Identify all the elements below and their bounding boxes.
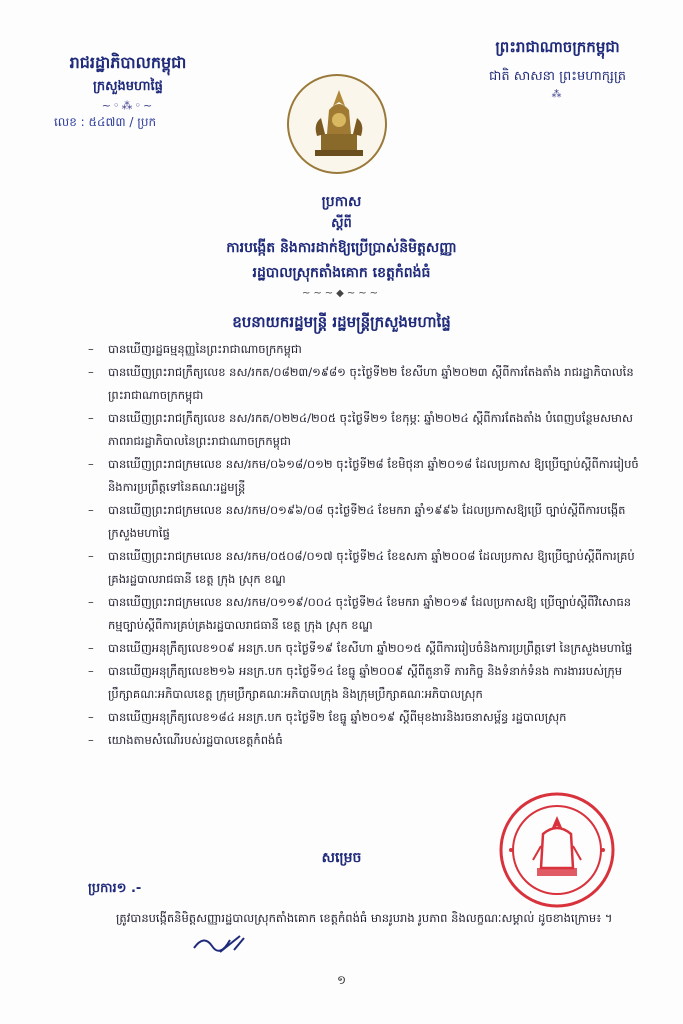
list-item: – បានឃើញព្រះរាជក្រឹត្យលេខ នស/រកត/០៨២៣/១៩៨១ ចុះថ្ងៃទី២២ ខែសីហា ឆ្នាំ២០២៣ ស្តីពីការតែងតាំង រាជរដ្ឋាភិបាលនៃព្រះរាជាណាចក្រកម្ពុជា (88, 361, 643, 407)
article-text: ត្រូវបានបង្កើតនិមិត្តសញ្ញារដ្ឋបាលស្រុកតាំងគោក ខេត្តកំពង់ធំ មានរូបរាង រូបភាព និងលក្ខណៈសម្គាល់ ដូចខាងក្រោម៖ ។ (116, 911, 613, 925)
list-item: – បានឃើញអនុក្រឹត្យលេខ១០៩ អនក្រ.បក ចុះថ្ងៃទី១៩ ខែសីហា ឆ្នាំ២០១៥ ស្តីពីការរៀបចំនិងការប្រព្រឹត្តទៅ នៃក្រសួងមហាផ្ទៃ (88, 637, 643, 660)
list-item: – បានឃើញព្រះរាជក្រមលេខ នស/រកម/០៦១៨/០១២ ចុះថ្ងៃទី២៨ ខែមិថុនា ឆ្នាំ២០១៨ ដែលប្រកាស ឱ្យប្រើច្បាប់ស្តីពីការរៀបចំនិងការប្រព្រឹត្តទៅនៃគណៈរដ្ឋមន្ត្រី (88, 453, 643, 499)
list-item: – បានឃើញអនុក្រឹត្យលេខ២១៦ អនក្រ.បក ចុះថ្ងៃទី១៤ ខែធ្នូ ឆ្នាំ២០០៩ ស្តីពីតួនាទី ភារកិច្ច និងទំនាក់ទំនង ការងាររបស់ក្រុមប្រឹក្សាគណៈអភិបាលខេត្ត ក្រុមប្រឹក្សាគណៈអភិបាលក្រុង និងក្រុមប្រឹក្សាគណៈអភិបាលស្រុក (88, 660, 643, 706)
royal-emblem (287, 74, 387, 174)
list-item: – បានឃើញព្រះរាជក្រមលេខ នស/រកម/០៥០៨/០១៧ ចុះថ្ងៃទី២៤ ខែឧសភា ឆ្នាំ២០០៨ ដែលប្រកាស ឱ្យប្រើច្បាប់ស្តីពីការគ្រប់គ្រងរដ្ឋបាលរាជធានី ខេត្ត ក្រុង ស្រុក ខណ្ឌ (88, 545, 643, 591)
motto-ornament: ⁂ (551, 89, 564, 100)
page-number: ១ (336, 973, 347, 987)
issuing-ministry-header (28, 52, 228, 132)
national-motto: ជាតិ សាសនា ព្រះមហាក្សត្រ (489, 69, 626, 84)
signature-initial-icon (190, 930, 250, 956)
decision-heading: សម្រេច (321, 850, 362, 866)
government-name: រាជរដ្ឋាភិបាលកម្ពុជា (69, 53, 187, 72)
list-item: – បានឃើញព្រះរាជក្រឹត្យលេខ នស/រកត/០២២៤/២០៥ ចុះថ្ងៃទី២១ ខែកុម្ភៈ ឆ្នាំ២០២៤ ស្តីពីការតែងតាំង បំពេញបន្ថែមសមាសភាពរាជរដ្ឋាភិបាលនៃព្រះរាជាណាចក្រកម្ពុជា (88, 407, 643, 453)
list-item: – បានឃើញអនុក្រឹត្យលេខ១៨៤ អនក្រ.បក ចុះថ្ងៃទី២ ខែធ្នូ ឆ្នាំ២០១៩ ស្តីពីមុខងារនិងរចនាសម្ព័ន្ធ រដ្ឋបាលស្រុក (88, 706, 643, 729)
list-item: – យោងតាមសំណើរបស់រដ្ឋបាលខេត្តកំពង់ធំ (88, 729, 643, 752)
article-heading: ប្រការ១ .- (88, 881, 142, 896)
reference-number: លេខ : ៥៤៧៣ / ប្រក (54, 115, 157, 129)
document-type: ប្រកាស (321, 194, 362, 210)
issuer-title: ឧបនាយករដ្ឋមន្ត្រី រដ្ឋមន្ត្រីក្រសួងមហាផ្ទៃ (232, 313, 451, 331)
document-title (0, 192, 683, 335)
kingdom-header (455, 38, 660, 100)
header-ornament: ~◦⁂◦~ (101, 99, 155, 112)
list-item: – បានឃើញរដ្ឋធម្មនុញ្ញនៃព្រះរាជាណាចក្រកម្ពុជា (88, 338, 643, 361)
list-item: – បានឃើញព្រះរាជក្រមលេខ នស/រកម/០១១៩/០០៤ ចុះថ្ងៃទី២៤ ខែមករា ឆ្នាំ២០១៩ ដែលប្រកាសឱ្យ ប្រើច្បាប់ស្តីពីវិសោធនកម្មច្បាប់ស្តីពីការគ្រប់គ្រងរដ្ឋបាលរាជធានី ខេត្ត ក្រុង ស្រុក ខណ្ឌ (88, 591, 643, 637)
considerations-list (88, 338, 643, 752)
ministry-name: ក្រសួងមហាផ្ទៃ (93, 79, 163, 94)
subject-line-2: រដ្ឋបាលស្រុកតាំងគោក ខេត្តកំពង់ធំ (252, 265, 431, 281)
royal-emblem-icon (289, 76, 389, 176)
kingdom-name: ព្រះរាជាណាចក្រកម្ពុជា (495, 38, 620, 56)
list-item: – បានឃើញព្រះរាជក្រមលេខ នស/រកម/០១៩៦/០៨ ចុះថ្ងៃទី២៤ ខែមករា ឆ្នាំ១៩៩៦ ដែលប្រកាសឱ្យប្រើ ច្បាប់ស្តីពីការបង្កើតក្រសួងមហាផ្ទៃ (88, 499, 643, 545)
title-ornament: ~~~◆~~~ (302, 288, 381, 299)
subject-line-1: ការបង្កើត និងការដាក់ឱ្យប្រើប្រាស់និមិត្តសញ្ញា (226, 240, 457, 256)
title-about: ស្តីពី (331, 216, 352, 231)
